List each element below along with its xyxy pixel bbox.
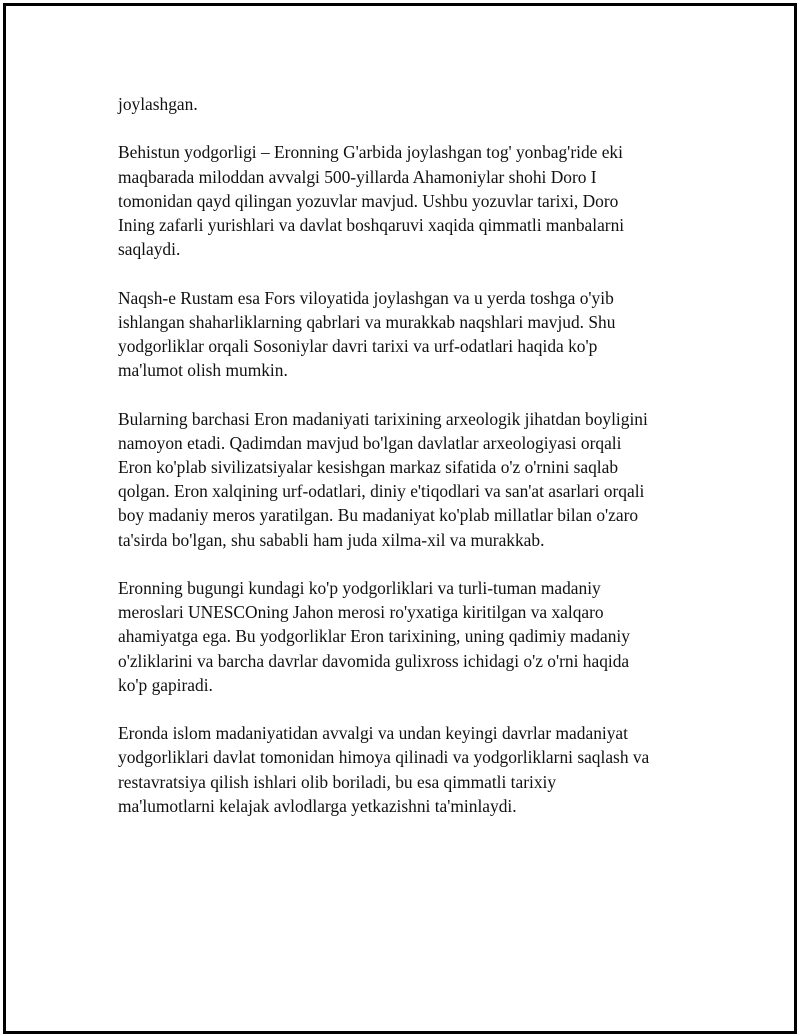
text-line: qolgan. Eron xalqining urf-odatlari, diniy e'tiqodlari va san'at asarlari orqali — [118, 481, 645, 502]
text-line: ahamiyatga ega. Bu yodgorliklar Eron tarixining, uning qadimiy madaniy — [118, 626, 630, 647]
text-line: yodgorliklar orqali Sosoniylar davri tarixi va urf-odatlari haqida ko'p — [118, 336, 598, 356]
text-line: maqbarada miloddan avvalgi 500-yillarda Ahamoniylar shohi Doro I — [118, 166, 597, 187]
text-line: Behistun yodgorligi – Eronning G'arbida joylashgan tog' yonbag'ride eki — [118, 142, 623, 163]
document-body — [118, 92, 708, 842]
text-line: ishlangan shaharliklarning qabrlari va murakkab naqshlari mavjud. Shu — [118, 311, 616, 332]
text-line: ko'p gapiradi. — [118, 674, 213, 695]
text-line: Ining zafarli yurishlari va davlat boshqaruvi xaqida qimmatli manbalarni — [118, 215, 625, 235]
text-line: meroslari UNESCOning Jahon merosi ro'yxatiga kiritilgan va xalqaro — [118, 602, 604, 623]
text-line: Eron ko'plab sivilizatsiyalar kesishgan markaz sifatida o'z o'rnini saqlab — [118, 457, 619, 477]
text-line: namoyon etadi. Qadimdan mavjud bo'lgan davlatlar arxeologiyasi orqali — [118, 432, 622, 453]
paragraph-2 — [118, 140, 708, 261]
text-line: restavratsiya qilish ishlari olib boriladi, bu esa qimmatli tarixiy — [118, 771, 557, 792]
text-line: Naqsh-e Rustam esa Fors viloyatida joylashgan va u yerda toshga o'yib — [118, 287, 614, 308]
text-line: Eronda islom madaniyatidan avvalgi va undan keyingi davrlar madaniyat — [118, 723, 628, 744]
paragraph-3 — [118, 286, 708, 383]
paragraph-4 — [118, 407, 708, 552]
text-line: ta'sirda bo'lgan, shu sababli ham juda xilma-xil va murakkab. — [118, 529, 545, 550]
text-line: Bularning barchasi Eron madaniyati tarixining arxeologik jihatdan boyligini — [118, 408, 648, 429]
paragraph-5 — [118, 576, 708, 697]
text-line: tomonidan qayd qilingan yozuvlar mavjud. Ushbu yozuvlar tarixi, Doro — [118, 190, 619, 211]
text-line: yodgorliklari davlat tomonidan himoya qilinadi va yodgorliklarni saqlash va — [118, 747, 650, 768]
paragraph-6 — [118, 721, 708, 818]
paragraph-1 — [118, 92, 708, 116]
text-line: o'zliklarini va barcha davrlar davomida gulixross ichidagi o'z o'rni haqida — [118, 650, 630, 671]
text-line: Eronning bugungi kundagi ko'p yodgorliklari va turli-tuman madaniy — [118, 578, 601, 598]
text-line: ma'lumotlarni kelajak avlodlarga yetkazishni ta'minlaydi. — [118, 795, 517, 816]
text-line: boy madaniy meros yaratilgan. Bu madaniyat ko'plab millatlar bilan o'zaro — [118, 505, 639, 526]
text-line: ma'lumot olish mumkin. — [118, 360, 288, 381]
text-line: saqlaydi. — [118, 239, 181, 260]
text-line: joylashgan. — [118, 94, 198, 114]
